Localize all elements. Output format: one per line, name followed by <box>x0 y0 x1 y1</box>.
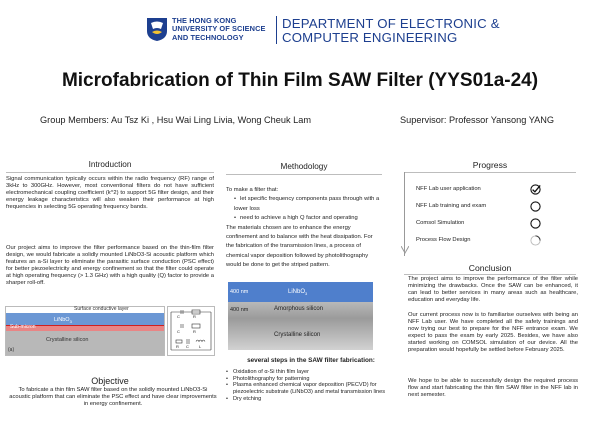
progress-heading: Progress <box>472 160 508 170</box>
methodology-heading: Methodology <box>280 162 328 171</box>
group-members: Group Members: Au Tsz Ki , Hsu Wai Ling Livia, Wong Cheuk Lam <box>40 115 311 125</box>
fabrication-steps <box>226 369 396 403</box>
rs-label: R <box>193 329 196 334</box>
lm-label: L <box>199 344 202 349</box>
conclusion-rule <box>404 274 576 275</box>
saw-structure-figure <box>6 307 164 355</box>
layer1-name: LiNbO$_3$ <box>288 289 308 297</box>
rm-label: R <box>176 344 179 349</box>
university-name: THE HONG KONG UNIVERSITY OF SCIENCE AND TECHNOLOGY <box>172 16 266 42</box>
methodology-bullet: • need to achieve a high Q factor and operating <box>234 214 382 223</box>
sub-micron-label: Sub-micron <box>10 324 36 330</box>
partial-circle-icon <box>530 235 541 246</box>
methodology-bullet: • let specific frequency components pass through with a lower loss <box>234 195 382 214</box>
surface-layer-label: Surface conductive layer <box>74 306 129 312</box>
layer3-name: Crystalline silicon <box>274 332 321 338</box>
fabrication-step: • Plasma enhanced chemical vapor deposition (PECVD) for piezoelectric substrate (LiNbO3) and metal transmission lines <box>226 382 396 395</box>
crystalline-silicon-label: Crystalline silicon <box>46 337 89 343</box>
progress-item-label: Process Flow Design <box>416 237 471 243</box>
conclusion-paragraph-3: We hope to be able to successfully design the required process flow and start fabricating the thin film SAW filter in the NFF lab in next semester. <box>408 378 578 399</box>
empty-circle-icon <box>530 218 541 229</box>
supervisor: Supervisor: Professor Yansong YANG <box>400 115 555 125</box>
progress-item-label: Comsol Simulation <box>416 220 465 226</box>
university-seal-icon <box>146 17 168 42</box>
rpn-label: R <box>193 314 196 319</box>
cs-label: C <box>177 329 180 334</box>
layer1-thickness: 400 nm <box>230 289 249 295</box>
objective-text: To fabricate a thin film SAW filter based on the solidly mounted LiNbO3-Si acoustic platform that can eliminate the PSC effect and have clear improvements in energy confinement. <box>9 387 217 408</box>
layer2-thickness: 400 nm <box>230 307 249 313</box>
saw-structure-diagram <box>5 306 165 356</box>
methodology-materials: The materials chosen are to enhance the energy confinement and to balance with the heat dissipation. For the fabrication of the transmission lines, a process of chemical vapor deposition followed by photolithography would be done to get the striped pattern. <box>226 224 373 269</box>
introduction-heading: Introduction <box>88 160 132 169</box>
equivalent-circuit-diagram <box>167 306 215 356</box>
cm-label: C <box>186 344 189 349</box>
logo-divider <box>276 16 277 44</box>
methodology-bullets <box>226 195 382 223</box>
progress-item-label: NFF Lab user application <box>416 186 481 192</box>
conclusion-paragraph-1: The project aims to improve the performance of the filter while minimizing the drawbacks. Once the SAW can be enhanced, it can lead to better services in many areas such as healthcare, education and everyday life. <box>408 276 578 304</box>
conclusion-heading: Conclusion <box>468 263 512 273</box>
fabrication-step: • Photolithography for patterning <box>226 376 396 383</box>
methodology-rule <box>226 174 382 175</box>
fabrication-step: • Dry etching <box>226 396 396 403</box>
check-circle-icon <box>530 184 541 195</box>
introduction-paragraph-2: Our project aims to improve the filter performance based on the thin-film filter design, we would fabricate a solidly mounted LiNbO3-Si acoustic platform which features an a-Si layer to eliminate the parasitic surface conduction (PSC effect) for better piezoelectricity and energy confinement so that the filter could operate at high operating frequency (> 1.3 GHz) with a high quality (Q) factor to provide a sharper roll-off. <box>6 245 214 287</box>
introduction-paragraph-1: Signal communication typically occurs within the radio frequency (RF) range of 3kHz to 300GHz. However, most conventional filters do not have sufficient electromechanical coupling coefficient (k^2) to support 5G filter design, and their energy leakage characteristics will also weaken their performance at high frequencies in selecting 5G operating frequency bands. <box>6 176 214 211</box>
linbo3-label: LiNbO$_3$ <box>54 317 72 325</box>
progress-timeline <box>404 172 559 256</box>
fabrication-step: • Oxidation of α-Si thin film layer <box>226 369 396 376</box>
progress-item-label: NFF Lab training and exam <box>416 203 487 209</box>
layer-stack-diagram <box>228 282 373 350</box>
methodology-intro: To make a filter that: <box>226 187 279 193</box>
methodology-text <box>226 186 382 271</box>
poster-header <box>0 0 600 58</box>
objective-heading: Objective <box>91 376 129 386</box>
introduction-rule <box>6 172 214 173</box>
empty-circle-icon <box>530 201 541 212</box>
department-name: DEPARTMENT OF ELECTRONIC & COMPUTER ENGINEERING <box>282 16 500 45</box>
fabrication-steps-title: several steps in the SAW filter fabrication: <box>247 357 375 364</box>
panel-label: (a) <box>8 347 15 353</box>
poster-title: Microfabrication of Thin Film SAW Filter (YYS01a-24) <box>61 70 539 91</box>
timeline-arrow-icon <box>401 246 409 254</box>
cpn-label: C <box>177 314 180 319</box>
layer2-name: Amorphous silicon <box>274 306 324 312</box>
equivalent-circuit-figure <box>168 307 214 355</box>
conclusion-paragraph-2: Our current process now is to familiarise ourselves with being an NFF Lab user. We have completed all the safety trainings and now trying our best to prepare for the NFF entrance exam. We expect to pass the exam by early 2025. Besides, we have also started working on COMSOL simulation of our device. All the preparation would hopefully be settled before February 2025. <box>408 312 578 354</box>
